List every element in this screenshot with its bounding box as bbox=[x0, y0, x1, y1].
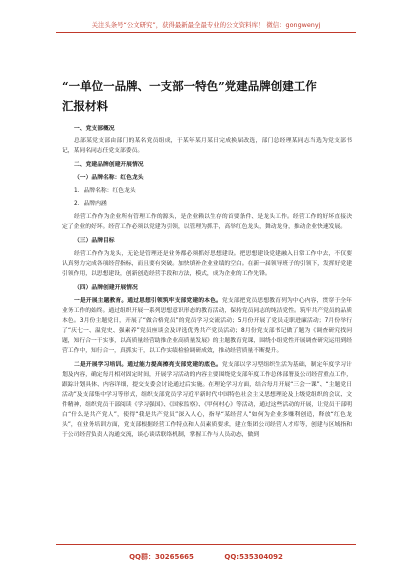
section-heading: 一、党支部概况 bbox=[74, 126, 115, 132]
paragraph bbox=[62, 360, 352, 440]
paragraph bbox=[62, 296, 352, 356]
page-header bbox=[0, 0, 408, 40]
item-body: 党支部把党员思想教育列为中心内容，贯穿于全年业务工作的始终。通过组织开展一系列思想意识形态的教育活动，保持党员同志的纯洁党性。筑牢共产党员的品质本色。3月份主题党日，开展了“做合格党员”的党员学习交流活动；5月份开展了党员走职进廉活动；7月份举行了“庆七一、温党史、强素养”党员座谈会及评选优秀共产党员活动；8月份党支部书记做了题为《调查研究找问题，知行合一干实事，以高质量经营助推企业高质量发展》的主题教育党课，围绕小组党性开展调查研究运用到经营工作中，知行合一，真抓实干，以工作实绩检验调研成效，推动经营质量不断提升。 bbox=[62, 298, 352, 354]
item-lead: 一是开展主题教育。通过思想引领筑牢支部党建的本色。 bbox=[74, 298, 222, 304]
item-heading: 2．品牌内涵 bbox=[74, 201, 107, 207]
title-line-1: “一单位一品牌、一支部一特色”党建品牌创建工作 bbox=[62, 79, 317, 93]
header-banner: 关注头条号“公文研究”，获得最新最全最专业的公文资料库！ 微信：gongwenyj bbox=[91, 21, 321, 29]
title-line-2: 汇报材料 bbox=[62, 99, 108, 113]
paragraph: 经营工作作为龙头，无论是管理还是业务都必须抓好思想建设。把思想建设党建融入日常工作中去，不仅要认真努力完成各项经营指标，而且要有突破。加快填补企业业绩的空白。在新一届领导班子的引领下，发挥好党建引领作用，以思想建设，创新创造经营手段和方法，模式，成为企业的工作先锋。 bbox=[62, 251, 352, 277]
document-body bbox=[62, 124, 352, 444]
subsection-heading: （三）品牌目标 bbox=[74, 238, 115, 244]
footer-divider bbox=[56, 544, 356, 545]
document-title bbox=[62, 76, 362, 116]
item-body: 党支部以学习型组织生活为基础，制定年度学习计划及内容，确定每月相对固定时间，开展学习活动的内容主要围绕党支部年度工作总体部署及公司经营重点工作，跟踪计划具体、内容详细，提交支委会讨论通过后实施。在理论学习方面，结合每月开展“三会一课”、“主题党日活动”及支部集中学习等形式，组织支部党员学习近平新时代中国特色社会主义思想理论及上级党组织的会议、文件精神，组织党员干部阅读《学习强国》、《国家监察》、《甲何村心》等活动，通过这些活动的开展，让党员干部明白“什么是共产党人”，使得“我是共产党员”深入人心，指导“某经营人”如何为企业多赚利创造，释放“红色龙头”，在业务培训方面，党支部根据经营工作特点和人员素质要求，建立集团公司经营人才库等，创建与区域指和于公司经营负责人沟通交流，谈心谈话联络机制，掌握工作与人员动态，做到 bbox=[62, 362, 352, 438]
footer-qq: QQ:535304092 bbox=[224, 553, 283, 561]
section-heading: 二、党建品牌创建开展情况 bbox=[74, 162, 144, 168]
item-heading: 1．品牌名称：红色龙头 bbox=[74, 188, 136, 194]
page-footer bbox=[56, 552, 356, 562]
subsection-heading: （一）品牌名称：红色龙头 bbox=[74, 175, 144, 181]
subsection-heading: （四）品牌创建开展情况 bbox=[74, 285, 138, 291]
footer-qq-group: QQ群：30265665 bbox=[129, 553, 194, 561]
paragraph: 经营工作作为企业所有管理工作的源头，是企业赖以生存的首要条件、是龙头工作。经营工作的好坏直接决定了企业的好坏。经营工作必须以党建为引领，以管理为抓手，高举红色龙头，舞动龙身，推动企业快速发展。 bbox=[62, 214, 352, 230]
paragraph: 总部某党支部由部门的某名党员组成，于某年某月某日完成换届改选，部门总经理某同志当选为党支部书记，某同名同志任党支部委员。 bbox=[62, 138, 352, 154]
item-lead: 二是开展学习培训。通过能力提高擦亮支部党建的底色。 bbox=[74, 362, 222, 368]
header-divider bbox=[56, 32, 356, 33]
